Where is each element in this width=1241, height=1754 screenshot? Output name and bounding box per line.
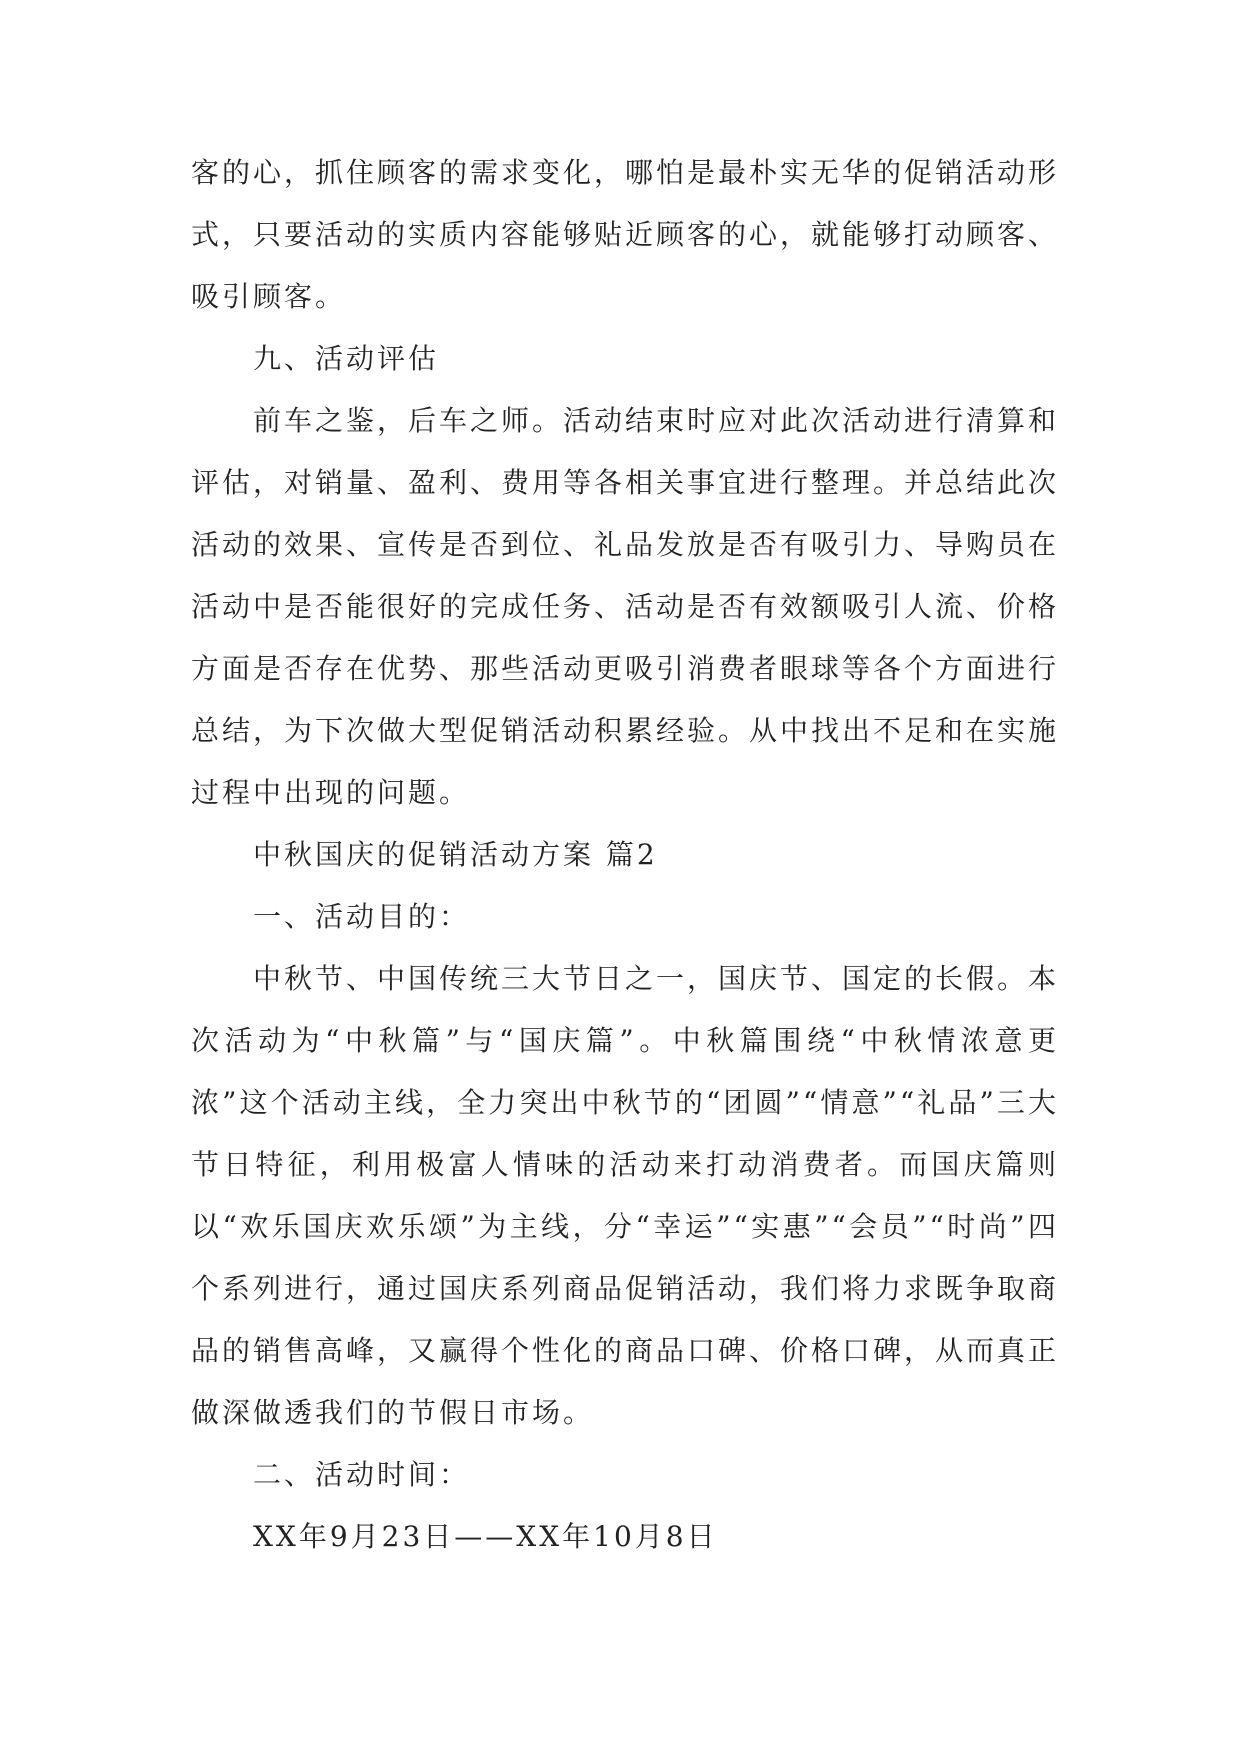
section-heading-time: 二、活动时间： xyxy=(253,1458,471,1491)
document-body xyxy=(191,142,1059,1568)
paragraph-continuation: 客的心，抓住顾客的需求变化，哪怕是最朴实无华的促销活动形式，只要活动的实质内容能够贴近顾客的心，就能够打动顾客、吸引顾客。 xyxy=(191,156,1060,313)
paragraph-time: XX年9月23日——XX年10月8日 xyxy=(253,1520,718,1553)
section-heading-purpose: 一、活动目的： xyxy=(253,900,471,933)
section-heading-evaluation: 九、活动评估 xyxy=(253,342,440,375)
document-section-title: 中秋国庆的促销活动方案 篇2 xyxy=(253,838,658,871)
paragraph-purpose: 中秋节、中国传统三大节日之一，国庆节、国定的长假。本次活动为“中秋篇”与“国庆篇”。中秋篇围绕“中秋情浓意更浓”这个活动主线，全力突出中秋节的“团圆”“情意”“礼品”三大节日特征，利用极富人情味的活动来打动消费者。而国庆篇则以“欢乐国庆欢乐颂”为主线，分“幸运”“实惠”“会员”“时尚”四个系列进行，通过国庆系列商品促销活动，我们将力求既争取商品的销售高峰，又赢得个性化的商品口碑、价格口碑，从而真正做深做透我们的节假日市场。 xyxy=(191,962,1060,1429)
paragraph-evaluation: 前车之鉴，后车之师。活动结束时应对此次活动进行清算和评估，对销量、盈利、费用等各相关事宜进行整理。并总结此次活动的效果、宣传是否到位、礼品发放是否有吸引力、导购员在活动中是否能很好的完成任务、活动是否有效额吸引人流、价格方面是否存在优势、那些活动更吸引消费者眼球等各个方面进行总结，为下次做大型促销活动积累经验。从中找出不足和在实施过程中出现的问题。 xyxy=(191,404,1060,809)
